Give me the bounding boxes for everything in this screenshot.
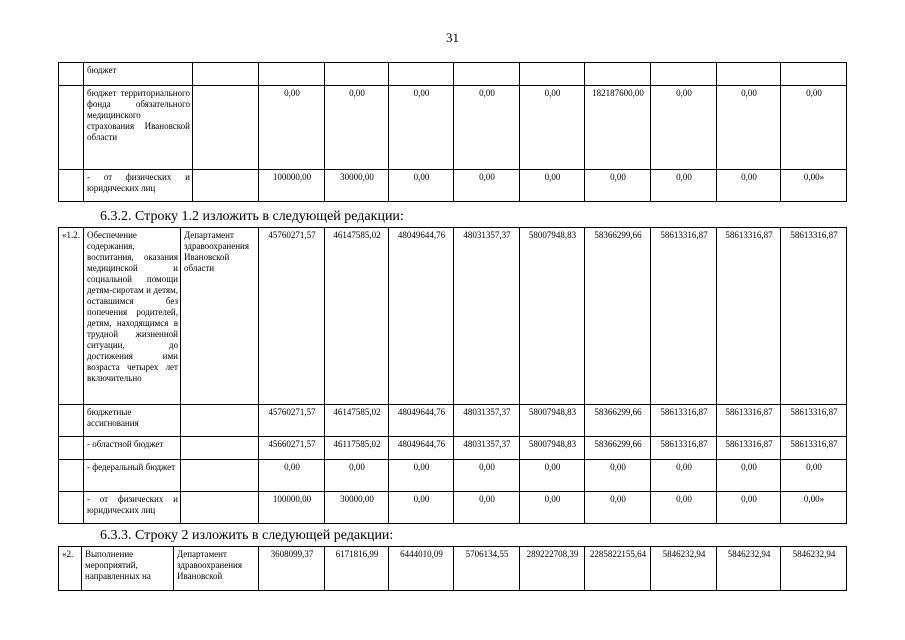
value-cell: 0,00 [325,86,389,170]
row-number-cell: «2. [59,547,82,591]
value-cell: 100000,00 [259,492,325,524]
page-number: 31 [446,30,459,45]
row-label: бюджетные ассигнования [84,405,181,437]
executor-cell [181,492,259,524]
executor-cell: Департамент здравоохранения Ивановской [174,547,259,591]
executor-cell [193,63,259,86]
value-cell: 45760271,57 [259,405,325,437]
value-cell: 5846232,94 [717,547,781,591]
value-cell: 0,00 [717,460,781,492]
table-row [59,460,847,492]
table-row [59,63,847,86]
row-number-cell [59,437,84,460]
executor-cell [181,460,259,492]
value-cell [585,63,651,86]
value-cell: 0,00 [454,86,520,170]
value-cell: 0,00 [717,86,781,170]
executor-cell: Департамент здравоохранения Ивановской области [181,228,259,405]
value-cell: 0,00 [585,492,651,524]
value-cell [259,63,325,86]
row-number-cell [59,63,84,86]
value-cell: 6171816,99 [325,547,389,591]
value-cell [520,63,585,86]
value-cell: 0,00 [454,170,520,202]
value-cell: 45760271,57 [259,228,325,405]
value-cell: 0,00 [454,460,520,492]
continuation-table [58,62,847,202]
table-row [59,437,847,460]
value-cell: 58613316,87 [651,405,717,437]
value-cell: 30000,00 [325,492,389,524]
table-row [59,492,847,524]
value-cell: 58613316,87 [717,228,781,405]
value-cell: 0,00 [389,460,454,492]
row-number-cell [59,492,84,524]
value-cell: 58366299,66 [585,405,651,437]
value-cell: 58007948,83 [520,228,585,405]
table-row [59,405,847,437]
value-cell: 0,00» [781,170,847,202]
executor-cell [193,170,259,202]
value-cell: 5846232,94 [781,547,847,591]
row-2-table [58,546,847,591]
value-cell: 58613316,87 [717,437,781,460]
section-heading-6-3-3: 6.3.3. Строку 2 изложить в следующей редакции: [100,528,394,543]
value-cell: 0,00 [520,460,585,492]
value-cell: 3608099,37 [259,547,325,591]
value-cell: 48031357,37 [454,437,520,460]
value-cell [454,63,520,86]
value-cell: 0,00» [781,492,847,524]
value-cell: 100000,00 [259,170,325,202]
value-cell: 48031357,37 [454,405,520,437]
row-number-cell [59,460,84,492]
value-cell [325,63,389,86]
value-cell: 0,00 [717,170,781,202]
row-number-cell [59,86,84,170]
value-cell: 0,00 [389,86,454,170]
value-cell: 289222708,39 [520,547,585,591]
value-cell: 0,00 [520,170,585,202]
executor-cell [181,437,259,460]
row-label: бюджет территориального фонда обязательного медицинского страхования Ивановской области [84,86,193,170]
row-label: - от физических и юридических лиц [84,170,193,202]
value-cell: 58613316,87 [781,228,847,405]
value-cell: 48031357,37 [454,228,520,405]
value-cell: 0,00 [651,492,717,524]
section-heading-6-3-2: 6.3.2. Строку 1.2 изложить в следующей редакции: [100,209,404,224]
table-row [59,547,847,591]
value-cell: 0,00 [325,460,389,492]
row-number-cell: «1.2. [59,228,84,405]
value-cell: 48049644,76 [389,228,454,405]
value-cell: 58007948,83 [520,437,585,460]
row-label: бюджет [84,63,193,86]
value-cell: 58007948,83 [520,405,585,437]
value-cell: 5846232,94 [651,547,717,591]
measure-name: Обеспечение содержания, воспитания, оказания медицинской и социальной помощи детям-сиротам и детям, оставшимся без попечения родителей, детям, находящимся в трудной жизненной ситуации, до достижения ими возраста четырех лет включительно [84,228,181,405]
value-cell: 0,00 [259,460,325,492]
value-cell: 0,00 [781,86,847,170]
value-cell: 46147585,02 [325,228,389,405]
value-cell: 58366299,66 [585,228,651,405]
value-cell: 0,00 [389,492,454,524]
executor-cell [181,405,259,437]
value-cell: 0,00 [520,86,585,170]
value-cell [781,63,847,86]
table-row [59,86,847,170]
value-cell: 2285822155,64 [585,547,651,591]
value-cell: 46147585,02 [325,405,389,437]
value-cell [389,63,454,86]
row-label: - от физических и юридических лиц [84,492,181,524]
value-cell: 45660271,57 [259,437,325,460]
value-cell: 30000,00 [325,170,389,202]
value-cell: 0,00 [651,86,717,170]
measure-name: Выполнение мероприятий, направленных на [82,547,174,591]
value-cell: 46117585,02 [325,437,389,460]
row-label: - областной бюджет [84,437,181,460]
value-cell: 0,00 [259,86,325,170]
value-cell: 0,00 [454,492,520,524]
row-label: - федеральный бюджет [84,460,181,492]
value-cell: 0,00 [520,492,585,524]
value-cell: 58613316,87 [717,405,781,437]
value-cell [651,63,717,86]
executor-cell [193,86,259,170]
value-cell: 58613316,87 [781,405,847,437]
value-cell: 48049644,76 [389,405,454,437]
value-cell [717,63,781,86]
table-row [59,170,847,202]
value-cell: 0,00 [585,170,651,202]
value-cell: 0,00 [389,170,454,202]
value-cell: 58366299,66 [585,437,651,460]
value-cell: 48049644,76 [389,437,454,460]
value-cell: 0,00 [717,492,781,524]
value-cell: 0,00 [781,460,847,492]
value-cell: 58613316,87 [651,437,717,460]
row-number-cell [59,405,84,437]
value-cell: 0,00 [651,460,717,492]
value-cell: 58613316,87 [651,228,717,405]
row-number-cell [59,170,84,202]
row-1-2-table [58,227,847,524]
value-cell: 0,00 [651,170,717,202]
value-cell: 5706134,55 [454,547,520,591]
value-cell: 6444010,09 [389,547,454,591]
value-cell: 0,00 [585,460,651,492]
value-cell: 182187600,00 [585,86,651,170]
table-row [59,228,847,405]
value-cell: 58613316,87 [781,437,847,460]
